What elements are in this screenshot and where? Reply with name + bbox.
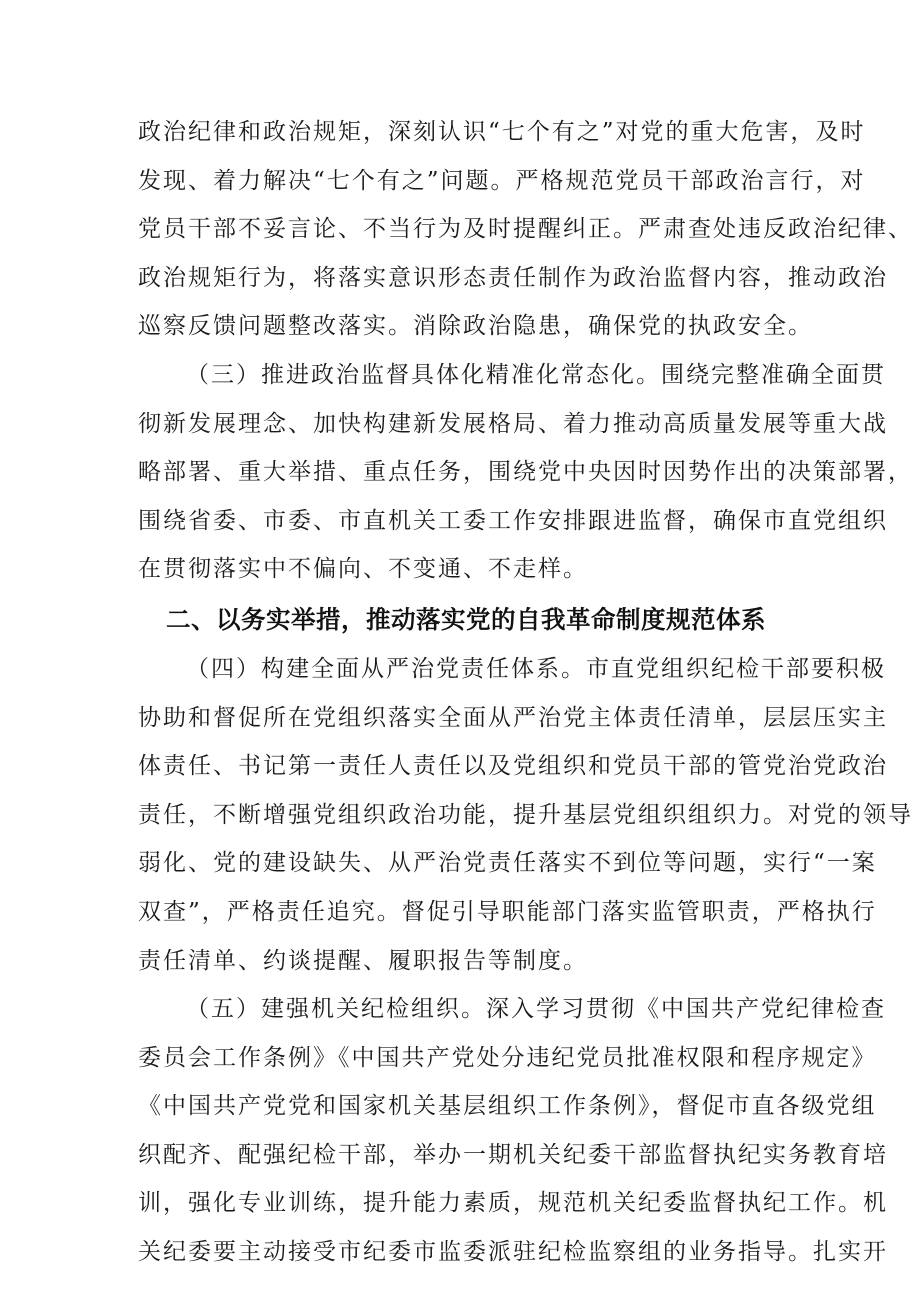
document-body (138, 108, 913, 1277)
section-heading-two: 二、以务实举措，推动落实党的自我革命制度规范体系 (166, 604, 766, 634)
text-line: 在贯彻落实中不偏向、不变通、不走样。 (138, 556, 588, 583)
text-line: 发现、着力解决“七个有之”问题。严格规范党员干部政治言行，对 (138, 167, 866, 194)
text-line: 双查”，严格责任追究。督促引导职能部门落实监管职责，严格执行 (138, 898, 877, 925)
text-line: 政治规矩行为，将落实意识形态责任制作为政治监督内容，推动政治 (138, 264, 888, 291)
text-line: 党员干部不妥言论、不当行为及时提醒纠正。严肃查处违反政治纪律、 (138, 216, 913, 243)
paragraph-five-discipline-organization (138, 985, 888, 1277)
text-line: 训，强化专业训练，提升能力素质，规范机关纪委监督执纪工作。机 (138, 1190, 888, 1217)
text-line: 关纪委要主动接受市纪委市监委派驻纪检监察组的业务指导。扎实开 (138, 1239, 888, 1266)
text-line: 《中国共产党党和国家机关基层组织工作条例》，督促市直各级党组 (138, 1093, 877, 1120)
text-line: 政治纪律和政治规矩，深刻认识“七个有之”对党的重大危害，及时 (138, 119, 866, 145)
text-line: 责任清单、约谈提醒、履职报告等制度。 (138, 947, 588, 974)
text-line: 弱化、党的建设缺失、从严治党责任落实不到位等问题，实行“一案 (138, 850, 877, 877)
paragraph-political-discipline (138, 108, 913, 351)
text-line: 委员会工作条例》《中国共产党处分违纪党员批准权限和程序规定》 (138, 1044, 877, 1071)
text-line: （五）建强机关纪检组织。深入学习贯彻《中国共产党纪律检查 (186, 996, 886, 1023)
text-line: （四）构建全面从严治党责任体系。市直党组织纪检干部要积极 (186, 655, 886, 682)
text-line: 彻新发展理念、加快构建新发展格局、着力推动高质量发展等重大战 (138, 410, 888, 437)
text-line: （三）推进政治监督具体化精准化常态化。围绕完整准确全面贯 (186, 361, 886, 388)
text-line: 巡察反馈问题整改落实。消除政治隐患，确保党的执政安全。 (138, 313, 813, 340)
text-line: 责任，不断增强党组织政治功能，提升基层党组织组织力。对党的领导 (138, 801, 913, 828)
text-line: 协助和督促所在党组织落实全面从严治党主体责任清单，层层压实主 (138, 704, 888, 731)
paragraph-three-political-supervision (138, 351, 913, 594)
text-line: 体责任、书记第一责任人责任以及党组织和党员干部的管党治党政治 (138, 753, 888, 780)
paragraph-four-responsibility-system (138, 645, 913, 985)
text-line: 围绕省委、市委、市直机关工委工作安排跟进监督，确保市直党组织 (138, 507, 888, 534)
text-line: 略部署、重大举措、重点任务，围绕党中央因时因势作出的决策部署， (138, 459, 913, 486)
text-line: 织配齐、配强纪检干部，举办一期机关纪委干部监督执纪实务教育培 (138, 1141, 888, 1168)
